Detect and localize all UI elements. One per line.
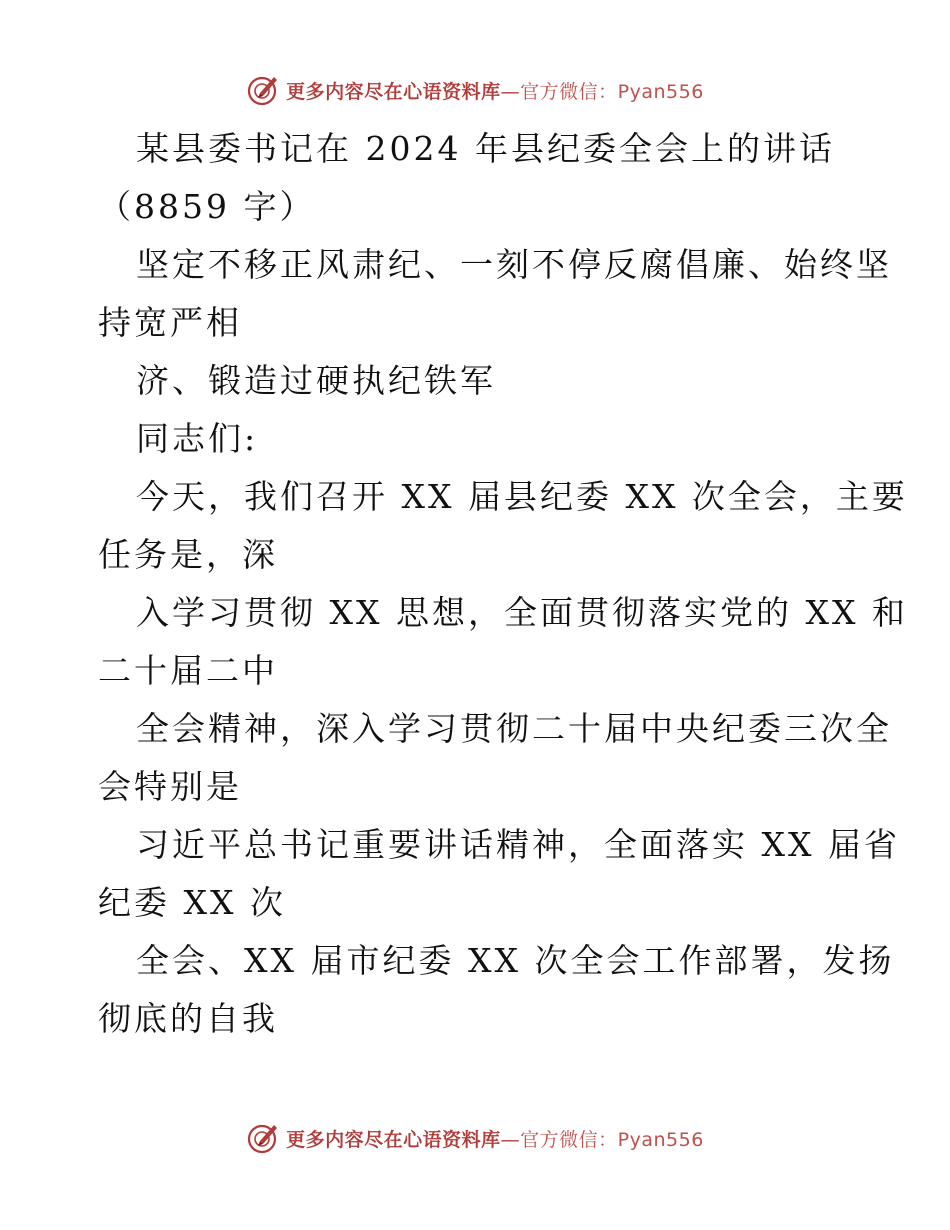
banner-contact: 官方微信：Pyan556 bbox=[520, 1128, 704, 1151]
paragraph-line: 彻底的自我 bbox=[98, 999, 278, 1038]
paragraph-line: 入学习贯彻 XX 思想，全面贯彻落实党的 XX 和 bbox=[136, 593, 908, 632]
document-subtitle-line: 坚定不移正风肃纪、一刻不停反腐倡廉、始终坚 bbox=[136, 245, 892, 284]
footer-banner bbox=[0, 1118, 950, 1158]
paragraph-line: 二十届二中 bbox=[98, 651, 278, 690]
paragraph-line: 今天，我们召开 XX 届县纪委 XX 次全会，主要 bbox=[136, 477, 908, 516]
paragraph-line: 全会精神，深入学习贯彻二十届中央纪委三次全 bbox=[136, 709, 892, 748]
pen-logo-icon bbox=[246, 73, 280, 107]
banner-brand: 更多内容尽在心语资料库 bbox=[286, 80, 501, 103]
header-banner bbox=[0, 70, 950, 110]
banner-separator: — bbox=[500, 80, 521, 103]
paragraph-line: 会特别是 bbox=[98, 767, 242, 806]
paragraph-line: 习近平总书记重要讲话精神，全面落实 XX 届省 bbox=[136, 825, 900, 864]
document-subtitle-line: 济、锻造过硬执纪铁军 bbox=[136, 361, 496, 400]
document-subtitle-line: 持宽严相 bbox=[98, 303, 242, 342]
document-salutation: 同志们: bbox=[136, 419, 259, 458]
paragraph-line: 任务是，深 bbox=[98, 535, 278, 574]
pen-logo-icon bbox=[246, 1121, 280, 1155]
document-body bbox=[98, 120, 908, 1048]
banner-brand: 更多内容尽在心语资料库 bbox=[286, 1128, 501, 1151]
document-word-count: （8859 字） bbox=[98, 187, 316, 226]
paragraph-line: 纪委 XX 次 bbox=[98, 883, 286, 922]
paragraph-line: 全会、XX 届市纪委 XX 次全会工作部署，发扬 bbox=[136, 941, 895, 980]
banner-contact: 官方微信：Pyan556 bbox=[520, 80, 704, 103]
banner-separator: — bbox=[500, 1128, 521, 1151]
document-title: 某县委书记在 2024 年县纪委全会上的讲话 bbox=[136, 129, 835, 168]
